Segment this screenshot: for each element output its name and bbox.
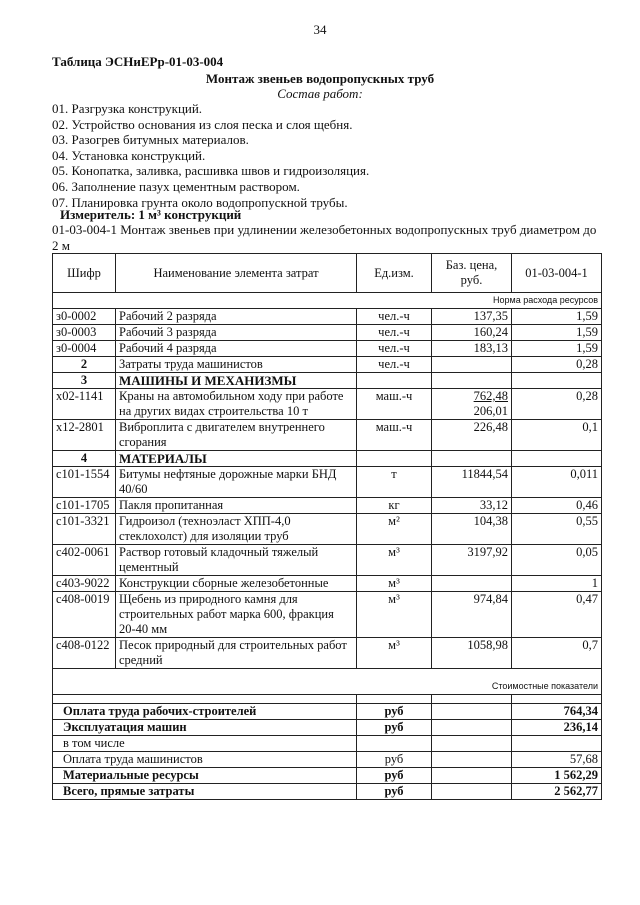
total-name: Всего, прямые затраты [53, 784, 357, 800]
materials-section-header [53, 451, 602, 467]
row-norm: 0,011 [512, 467, 602, 498]
norm-note: Норма расхода ресурсов [53, 293, 602, 309]
row-price: 33,12 [432, 498, 512, 514]
row-unit: чел.-ч [357, 309, 432, 325]
total-value [512, 736, 602, 752]
total-row [53, 768, 602, 784]
total-value: 1 562,29 [512, 768, 602, 784]
table-row [53, 420, 602, 451]
row-unit: кг [357, 498, 432, 514]
row-unit: маш.-ч [357, 389, 432, 420]
total-name: в том числе [53, 736, 357, 752]
total-unit: руб [357, 784, 432, 800]
work-step: 05. Конопатка, заливка, расшивка швов и гидроизоляция. [52, 163, 370, 179]
row-code: с408-0019 [53, 592, 116, 638]
row-norm: 0,28 [512, 357, 602, 373]
operator-labor-row [53, 357, 602, 373]
header-norm: 01-03-004-1 [512, 254, 602, 293]
row-name: Битумы нефтяные дорожные марки БНД 40/60 [116, 467, 357, 498]
row-price: 104,38 [432, 514, 512, 545]
row-unit: чел.-ч [357, 357, 432, 373]
row-price: 183,13 [432, 341, 512, 357]
row-code: з0-0002 [53, 309, 116, 325]
table-row [53, 576, 602, 592]
machines-section-header [53, 373, 602, 389]
total-value: 2 562,77 [512, 784, 602, 800]
work-steps-list [52, 101, 369, 210]
work-step: 01. Разгрузка конструкций. [52, 101, 203, 116]
row-norm: 1,59 [512, 325, 602, 341]
header-unit: Ед.изм. [357, 254, 432, 293]
total-value: 57,68 [512, 752, 602, 768]
table-row [53, 514, 602, 545]
row-price: 160,24 [432, 325, 512, 341]
row-norm: 0,28 [512, 389, 602, 420]
table-row [53, 545, 602, 576]
row-unit: м³ [357, 545, 432, 576]
work-description: 01-03-004-1 Монтаж звеньев при удлинении железобетонных водопропускных труб диаметром до 2 м [52, 222, 597, 253]
row-price: 974,84 [432, 592, 512, 638]
total-row [53, 704, 602, 720]
total-row [53, 736, 602, 752]
table-row [53, 325, 602, 341]
header-code: Шифр [53, 254, 116, 293]
row-price-operator: 206,01 [473, 404, 508, 418]
page-number: 34 [313, 22, 327, 37]
row-code: с101-1554 [53, 467, 116, 498]
table-row [53, 309, 602, 325]
row-price-cell [432, 389, 512, 420]
row-norm: 0,1 [512, 420, 602, 451]
total-unit [357, 736, 432, 752]
row-code: с101-1705 [53, 498, 116, 514]
section-title: МАТЕРИАЛЫ [116, 451, 357, 467]
row-name: Щебень из природного камня для строительных работ марка 600, фракция 20-40 мм [116, 592, 357, 638]
resource-table [52, 253, 602, 800]
total-unit: руб [357, 768, 432, 784]
total-row [53, 720, 602, 736]
row-price [432, 576, 512, 592]
total-name: Оплата труда машинистов [53, 752, 357, 768]
document-title: Монтаж звеньев водопропускных труб [205, 71, 435, 86]
table-header-row [53, 254, 602, 293]
row-name: Краны на автомобильном ходу при работе на других видах строительства 10 т [116, 389, 357, 420]
row-unit: т [357, 467, 432, 498]
row-norm: 0,05 [512, 545, 602, 576]
row-code: х12-2801 [53, 420, 116, 451]
work-step: 04. Установка конструкций. [52, 147, 206, 163]
row-price [432, 357, 512, 373]
row-code: с402-0061 [53, 545, 116, 576]
total-unit: руб [357, 704, 432, 720]
section-number: 3 [53, 373, 116, 389]
row-norm: 1 [512, 576, 602, 592]
section-title: МАШИНЫ И МЕХАНИЗМЫ [116, 373, 357, 389]
row-price: 226,48 [432, 420, 512, 451]
row-name: Рабочий 3 разряда [116, 325, 357, 341]
row-unit: м³ [357, 576, 432, 592]
row-price: 762,48 [473, 389, 508, 403]
work-step: 06. Заполнение пазух цементным раствором. [52, 178, 300, 194]
work-step: 03. Разогрев битумных материалов. [52, 132, 249, 148]
total-value: 764,34 [512, 704, 602, 720]
row-name: Рабочий 2 разряда [116, 309, 357, 325]
table-row [53, 389, 602, 420]
row-norm: 0,7 [512, 638, 602, 669]
table-row [53, 592, 602, 638]
row-name: Гидроизол (техноэласт ХПП-4,0 стеклохолст) для изоляции труб [116, 514, 357, 545]
table-row [53, 498, 602, 514]
cost-note: Стоимостные показатели [53, 669, 602, 695]
header-price: Баз. цена, руб. [432, 254, 512, 293]
row-name: Пакля пропитанная [116, 498, 357, 514]
total-unit: руб [357, 720, 432, 736]
total-row [53, 784, 602, 800]
row-code: с403-9022 [53, 576, 116, 592]
total-name: Материальные ресурсы [53, 768, 357, 784]
row-code: х02-1141 [53, 389, 116, 420]
row-norm: 1,59 [512, 341, 602, 357]
row-name: Виброплита с двигателем внутреннего сгорания [116, 420, 357, 451]
row-code: з0-0004 [53, 341, 116, 357]
table-row [53, 467, 602, 498]
row-price: 11844,54 [432, 467, 512, 498]
row-name: Затраты труда машинистов [116, 357, 357, 373]
row-name: Раствор готовый кладочный тяжелый цементный [116, 545, 357, 576]
row-unit: чел.-ч [357, 341, 432, 357]
total-name: Оплата труда рабочих-строителей [53, 704, 357, 720]
total-row [53, 752, 602, 768]
row-name: Конструкции сборные железобетонные [116, 576, 357, 592]
table-row [53, 638, 602, 669]
row-unit: м² [357, 514, 432, 545]
work-step: 07. Планировка грунта около водопропускной трубы. [52, 194, 348, 210]
total-value: 236,14 [512, 720, 602, 736]
row-price: 3197,92 [432, 545, 512, 576]
row-unit: м³ [357, 638, 432, 669]
table-row [53, 341, 602, 357]
row-code: 2 [53, 357, 116, 373]
row-unit: маш.-ч [357, 420, 432, 451]
row-norm: 0,47 [512, 592, 602, 638]
cost-note-row [53, 669, 602, 695]
measure-unit: Измеритель: 1 м³ конструкций [60, 207, 242, 222]
row-code: с101-3321 [53, 514, 116, 545]
row-code: с408-0122 [53, 638, 116, 669]
row-unit: чел.-ч [357, 325, 432, 341]
total-unit: руб [357, 752, 432, 768]
row-price: 1058,98 [432, 638, 512, 669]
row-norm: 0,55 [512, 514, 602, 545]
row-name: Песок природный для строительных работ средний [116, 638, 357, 669]
section-number: 4 [53, 451, 116, 467]
row-code: з0-0003 [53, 325, 116, 341]
norm-note-row [53, 293, 602, 309]
row-norm: 1,59 [512, 309, 602, 325]
row-price: 137,35 [432, 309, 512, 325]
row-norm: 0,46 [512, 498, 602, 514]
document-subtitle: Состав работ: [277, 86, 363, 101]
header-name: Наименование элемента затрат [116, 254, 357, 293]
row-unit: м³ [357, 592, 432, 638]
work-step: 02. Устройство основания из слоя песка и слоя щебня. [52, 116, 353, 132]
total-name: Эксплуатация машин [53, 720, 357, 736]
table-code: Таблица ЭСНиЕРр-01-03-004 [52, 54, 224, 69]
row-name: Рабочий 4 разряда [116, 341, 357, 357]
